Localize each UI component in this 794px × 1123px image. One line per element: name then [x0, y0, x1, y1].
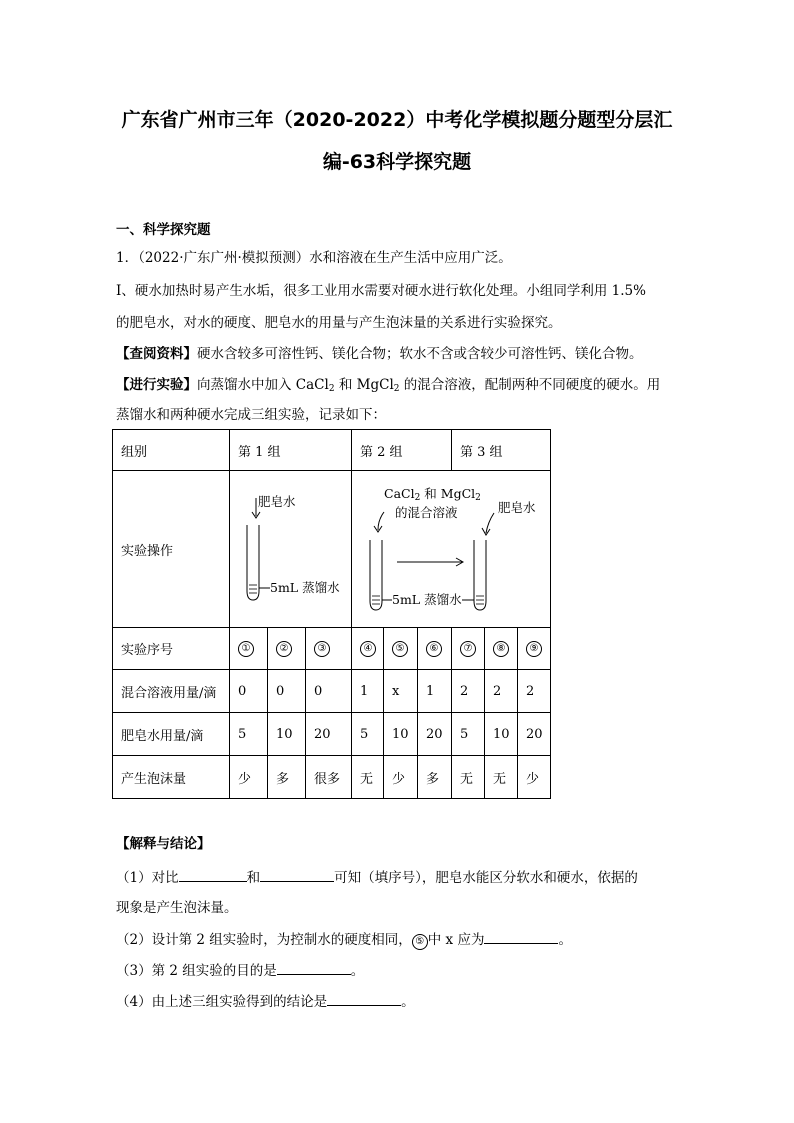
header-cell: 组别 [113, 430, 230, 471]
mix-text: CaCl [384, 486, 415, 501]
conclusion-q1-cont: 现象是产生泡沫量。 [116, 900, 238, 916]
table-cell: 无 [452, 756, 485, 799]
table-cell: 1 [352, 670, 384, 713]
table-cell: 5 [452, 713, 485, 756]
subscript: 2 [414, 493, 421, 503]
seq-number: ⑨ [526, 641, 542, 657]
table-cell: 0 [268, 670, 306, 713]
header-cell: 第 2 组 [352, 430, 452, 471]
water-label-1: 5mL 蒸馏水 [270, 580, 340, 595]
seq-number: ① [238, 641, 254, 657]
section-heading: 一、科学探究题 [116, 222, 211, 238]
reference-label: 【查阅资料】 [116, 346, 197, 362]
soap-label-2: 肥皂水 [498, 500, 536, 515]
row-label: 混合溶液用量/滴 [113, 670, 230, 713]
doc-title-line2: 编-63科学探究题 [322, 151, 472, 173]
conclusion-q1 [116, 867, 686, 888]
paragraph-1a: Ⅰ、硬水加热时易产生水垢，很多工业用水需要对硬水进行软化处理。小组同学利用 1.5% [116, 283, 646, 299]
seq-number: ⑤ [412, 934, 428, 950]
table-cell: 20 [418, 713, 452, 756]
table-cell: 少 [518, 756, 551, 799]
subscript: 2 [328, 384, 335, 394]
table-cell: 10 [485, 713, 518, 756]
q2-text: 中 x 应为 [427, 932, 485, 948]
reference-text: 硬水含较多可溶性钙、镁化合物；软水不含或含较少可溶性钙、镁化合物。 [197, 346, 643, 362]
experiment-label: 【进行实验】 [116, 377, 197, 393]
table-cell: 0 [230, 670, 268, 713]
q3-text: （3）第 2 组实验的目的是 [116, 963, 277, 979]
experiment-text-2: 和 MgCl [334, 377, 394, 393]
q1-text: 可知（填序号），肥皂水能区分软水和硬水，依据的 [334, 870, 638, 886]
q3-text: 。 [350, 963, 365, 979]
q2-text: （2）设计第 2 组实验时，为控制水的硬度相同， [116, 932, 412, 948]
row-label: 产生泡沫量 [113, 756, 230, 799]
table-cell: 0 [306, 670, 352, 713]
table-cell: 无 [485, 756, 518, 799]
q4-text: （4）由上述三组实验得到的结论是 [116, 994, 328, 1010]
table-cell: x [384, 670, 418, 713]
sequence-label: 实验序号 [113, 628, 230, 670]
table-cell: 少 [230, 756, 268, 799]
answer-blank[interactable] [277, 960, 351, 975]
mix-text: 和 MgCl [420, 486, 476, 501]
table-cell: 1 [418, 670, 452, 713]
experiment-text-1: 向蒸馏水中加入 CaCl [197, 377, 329, 393]
subscript: 2 [475, 493, 481, 503]
soap-label-1: 肥皂水 [258, 494, 296, 509]
table-cell: 10 [268, 713, 306, 756]
seq-number: ⑥ [426, 641, 442, 657]
answer-blank[interactable] [327, 991, 401, 1006]
question-intro: 1．（2022·广东广州·模拟预测）水和溶液在生产生活中应用广泛。 [116, 250, 512, 266]
conclusion-q3 [116, 960, 686, 981]
seq-number: ⑦ [460, 641, 476, 657]
table-cell: 2 [485, 670, 518, 713]
answer-blank[interactable] [179, 867, 247, 882]
seq-number: ④ [360, 641, 376, 657]
seq-number: ⑧ [493, 641, 509, 657]
table-cell: 很多 [306, 756, 352, 799]
seq-number: ② [276, 641, 292, 657]
table-cell: 2 [452, 670, 485, 713]
mix-label-line2: 的混合溶液 [395, 505, 458, 520]
table-cell: 5 [352, 713, 384, 756]
table-cell: 10 [384, 713, 418, 756]
conclusion-q4 [116, 991, 686, 1012]
answer-blank[interactable] [484, 929, 558, 944]
experiment-text-3: 的混合溶液，配制两种不同硬度的硬水。用 [399, 377, 661, 393]
table-cell: 2 [518, 670, 551, 713]
table-cell: 无 [352, 756, 384, 799]
answer-blank[interactable] [260, 867, 334, 882]
table-cell: 5 [230, 713, 268, 756]
experiment-paragraph-b: 蒸馏水和两种硬水完成三组实验，记录如下： [116, 407, 386, 423]
row-label: 肥皂水用量/滴 [113, 713, 230, 756]
conclusion-q2 [116, 929, 686, 950]
subscript: 2 [393, 384, 400, 394]
table-cell: 多 [268, 756, 306, 799]
table-cell: 多 [418, 756, 452, 799]
q4-text: 。 [401, 994, 415, 1010]
doc-title-line1: 广东省广州市三年（2020-2022）中考化学模拟题分题型分层汇 [121, 109, 673, 131]
seq-number: ⑤ [392, 641, 408, 657]
table-cell: 少 [384, 756, 418, 799]
header-cell: 第 3 组 [452, 430, 551, 471]
water-label-2: 5mL 蒸馏水 [392, 592, 462, 607]
seq-number: ③ [314, 641, 330, 657]
table-cell: 20 [306, 713, 352, 756]
table-cell: 20 [518, 713, 551, 756]
conclusion-heading: 【解释与结论】 [116, 836, 211, 852]
q1-text: （1）对比 [116, 870, 179, 886]
q1-text: 和 [246, 870, 261, 886]
paragraph-1b: 的肥皂水，对水的硬度、肥皂水的用量与产生泡沫量的关系进行实验探究。 [116, 315, 562, 331]
q2-text: 。 [558, 932, 572, 948]
mix-label-line1 [384, 486, 481, 502]
operation-label: 实验操作 [113, 471, 230, 628]
header-cell: 第 1 组 [230, 430, 352, 471]
